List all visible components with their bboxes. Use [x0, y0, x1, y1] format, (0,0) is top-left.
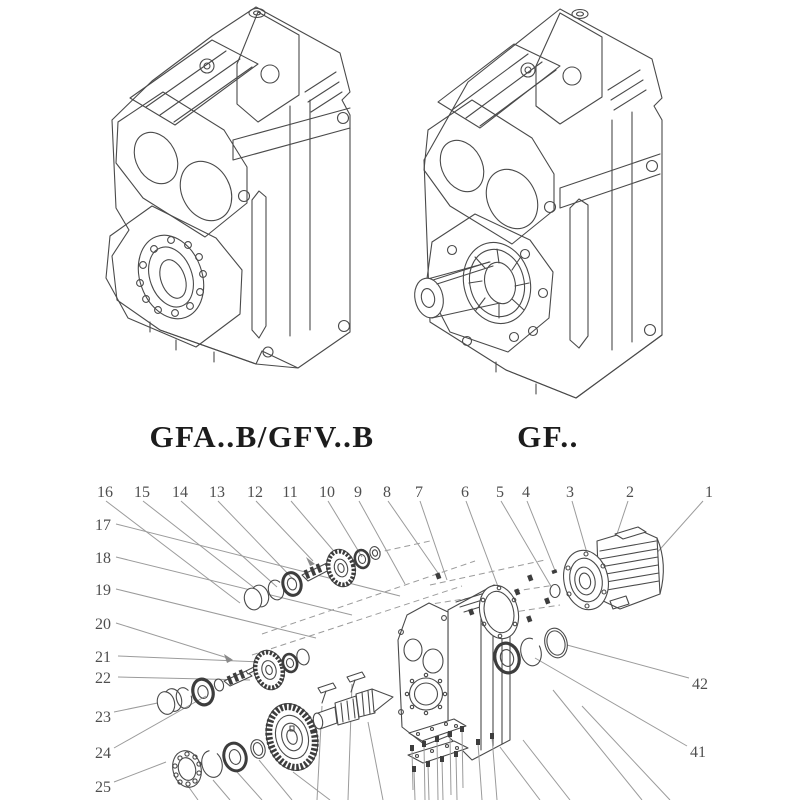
circlip — [518, 636, 545, 668]
callout-16: 16 — [97, 484, 113, 501]
bottom-bearing-chain — [169, 738, 268, 790]
cover-plate — [408, 741, 468, 763]
callout-3: 3 — [566, 484, 574, 501]
callout-11: 11 — [282, 484, 298, 501]
callout-10: 10 — [319, 484, 335, 501]
model-label-gf: GF.. — [517, 419, 579, 454]
callout-17: 17 — [95, 517, 111, 534]
spacer — [213, 678, 225, 692]
top-ribs-right — [608, 70, 646, 110]
callout-41: 41 — [690, 744, 706, 761]
input-bore-1 — [432, 133, 493, 199]
motor — [558, 527, 663, 614]
top-ribs — [452, 54, 556, 126]
right-rib — [290, 100, 310, 336]
output-flange — [448, 235, 548, 346]
arrowhead — [224, 654, 233, 663]
callout-24: 24 — [95, 745, 111, 762]
callout-5: 5 — [496, 484, 504, 501]
lock-nut — [368, 545, 381, 560]
callout-9: 9 — [354, 484, 362, 501]
callout-25: 25 — [95, 779, 111, 796]
ball-bearing — [169, 748, 206, 791]
callout-1: 1 — [705, 484, 713, 501]
front-rib-pillar — [570, 199, 588, 348]
callout-13: 13 — [209, 484, 225, 501]
model-label-gfab-gfvb: GFA..B/GFV..B — [149, 419, 375, 454]
callout-42: 42 — [692, 676, 708, 693]
output-gear — [259, 697, 326, 776]
callout-12: 12 — [247, 484, 263, 501]
shaft-nose — [372, 689, 393, 712]
callout-6: 6 — [461, 484, 469, 501]
exploded-parts-diagram — [95, 484, 713, 800]
circlip — [199, 748, 225, 779]
callout-4: 4 — [522, 484, 530, 501]
hollow-shaft-bearing — [127, 226, 215, 328]
callout-14: 14 — [172, 484, 188, 501]
front-rib-pillar — [252, 191, 266, 338]
intermediate-shaft — [312, 672, 393, 730]
top-ribs — [146, 51, 252, 122]
callout-8: 8 — [383, 484, 391, 501]
callout-21: 21 — [95, 649, 111, 666]
callout-18: 18 — [95, 550, 111, 567]
callout-20: 20 — [95, 616, 111, 633]
callout-7: 7 — [415, 484, 423, 501]
washer — [249, 738, 267, 760]
callout-15: 15 — [134, 484, 150, 501]
input-bore-2 — [170, 152, 241, 229]
bearing — [221, 741, 249, 774]
callout-19: 19 — [95, 582, 111, 599]
right-rib — [612, 112, 632, 350]
callout-2: 2 — [626, 484, 634, 501]
drawing-gf — [411, 9, 662, 398]
callout-22: 22 — [95, 670, 111, 687]
drawing-gfab-gfvb — [106, 7, 350, 368]
input-bore-1 — [126, 125, 187, 191]
gear-1 — [323, 546, 360, 590]
input-bore-2 — [476, 160, 547, 237]
bushing — [550, 585, 560, 598]
callout-23: 23 — [95, 709, 111, 726]
